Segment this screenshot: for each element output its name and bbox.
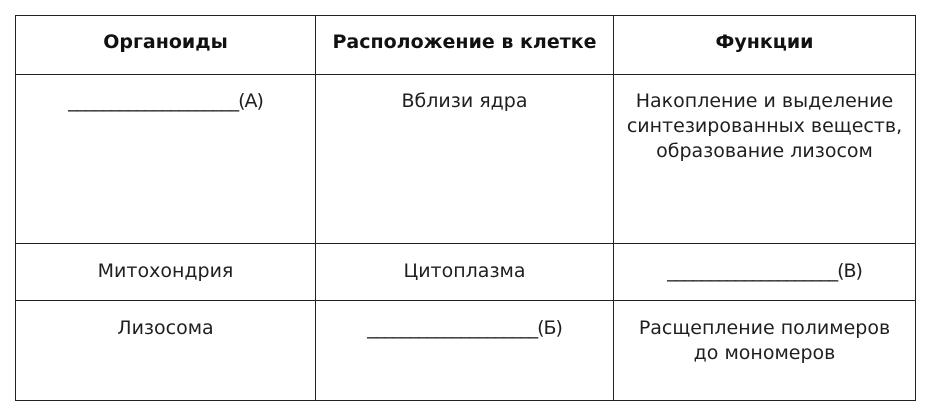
cell-organoid: Митохондрия — [16, 244, 316, 301]
table-header-row — [16, 16, 916, 75]
header-organoids: Органоиды — [16, 16, 316, 75]
cell-function-blank-v: ____________________(В) — [614, 244, 916, 301]
cell-function: Накопление и выделение синтезированных веществ, образование лизосом — [614, 75, 916, 244]
cell-organoid-blank-a: ____________________(А) — [16, 75, 316, 244]
cell-function: Расщепление полимеров до мономеров — [614, 301, 916, 401]
cell-location: Цитоплазма — [316, 244, 614, 301]
cell-location-blank-b: ____________________(Б) — [316, 301, 614, 401]
cell-organoid: Лизосома — [16, 301, 316, 401]
header-location: Расположение в клетке — [316, 16, 614, 75]
organoids-table — [15, 15, 916, 401]
cell-location: Вблизи ядра — [316, 75, 614, 244]
header-functions: Функции — [614, 16, 916, 75]
table-row — [16, 301, 916, 401]
table-row — [16, 75, 916, 244]
table-row — [16, 244, 916, 301]
